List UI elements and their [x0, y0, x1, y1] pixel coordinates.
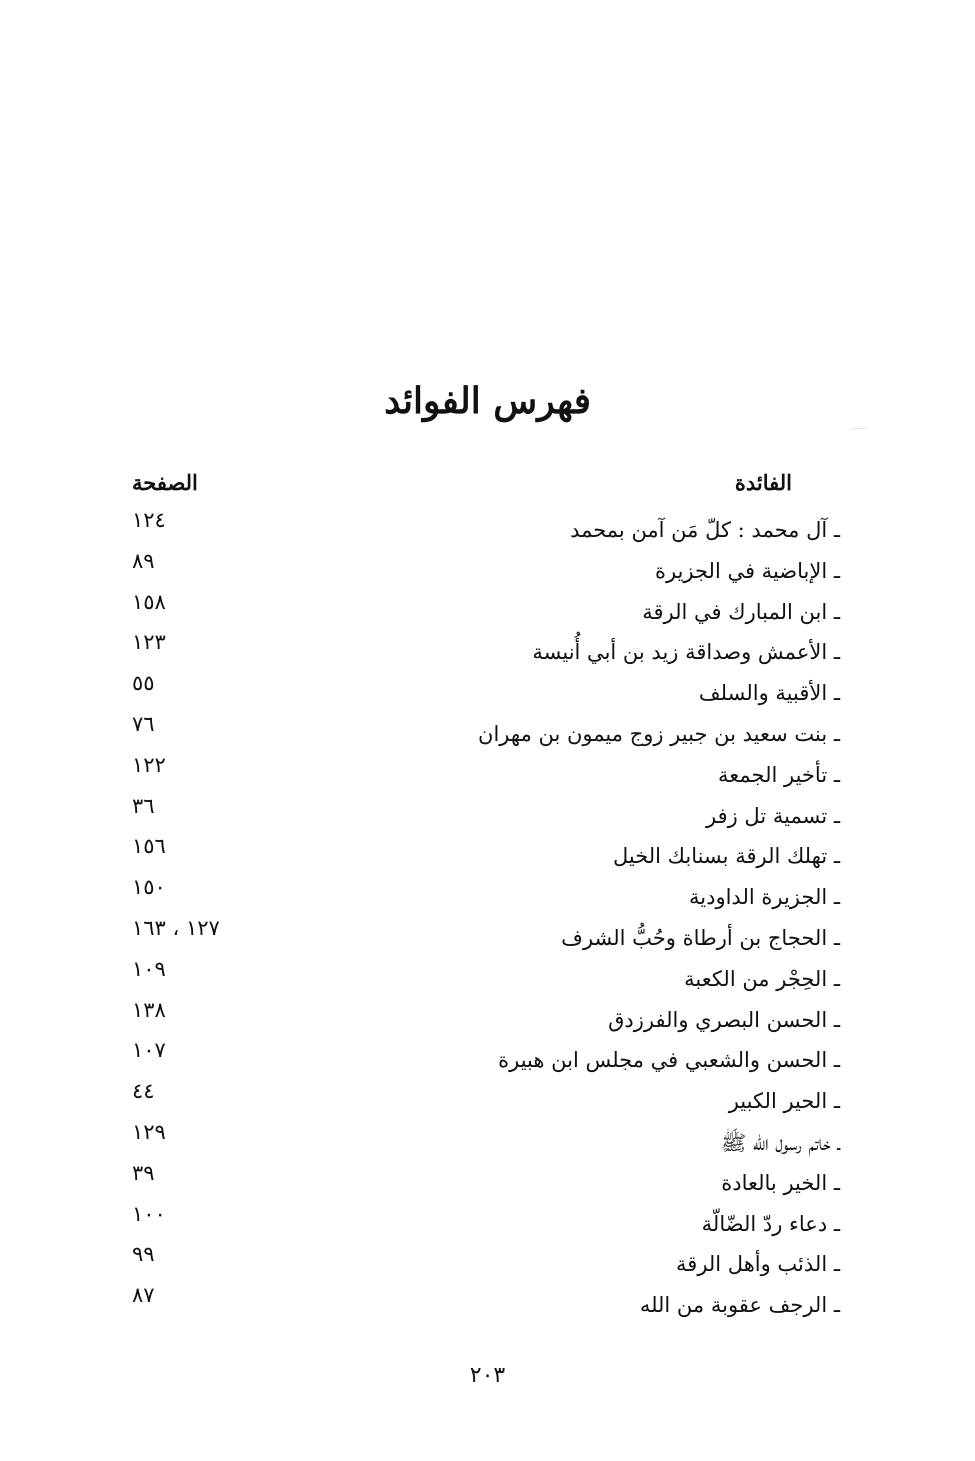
index-row	[130, 916, 840, 957]
index-entry: ـ تهلك الرقة بسنابك الخيل	[612, 844, 840, 869]
page-ref: ١٢٩	[132, 1119, 166, 1144]
page-ref: ١٢٢	[132, 752, 166, 777]
index-row	[130, 1242, 840, 1283]
page-ref: ٧٦	[132, 711, 155, 736]
index-row	[130, 834, 840, 875]
divider	[852, 428, 866, 429]
page-ref: ٤٤	[132, 1079, 155, 1104]
index-entry: ـ الذئب وأهل الرقة	[676, 1252, 840, 1277]
index-row	[130, 875, 840, 916]
index-row	[130, 1283, 840, 1324]
index-row	[130, 794, 840, 835]
page-ref: ٥٥	[132, 671, 155, 696]
index-row	[130, 549, 840, 590]
index-entry: ـ الحسن البصري والفرزدق	[608, 1007, 840, 1032]
index-entry: ـ الرجف عقوبة من الله	[639, 1293, 840, 1318]
page-ref: ٨٩	[132, 548, 155, 573]
index-row	[130, 1079, 840, 1120]
page-ref: ٣٦	[132, 793, 155, 818]
page-ref: ١٠٧	[132, 1038, 166, 1063]
page-ref: ١٢٣	[132, 630, 166, 655]
index-row	[130, 753, 840, 794]
index-entry: ـ الخير بالعادة	[721, 1170, 840, 1195]
index-row	[130, 630, 840, 671]
index-row	[130, 1120, 840, 1161]
index-list	[130, 508, 840, 1324]
index-entry: ـ ابن المبارك في الرقة	[642, 599, 840, 624]
index-entry: ـ آل محمد : كلّ مَن آمن بمحمد	[570, 518, 840, 542]
index-entry: ـ الأعمش وصداقة زيد بن أبي أُنيسة	[532, 640, 840, 665]
page-ref: ٨٧	[132, 1283, 155, 1308]
page-ref: ١٠٠	[132, 1201, 166, 1226]
index-row	[130, 1038, 840, 1079]
index-row	[130, 957, 840, 998]
index-entry: ـ الحسن والشعبي في مجلس ابن هبيرة	[498, 1048, 840, 1073]
page-ref: ١٣٨	[132, 997, 166, 1022]
index-entry: ـ تأخير الجمعة	[718, 762, 840, 787]
index-entry: ـ الحِجْر من الكعبة	[684, 966, 840, 991]
index-entry: ـ دعاء ردّ الضّالّة	[701, 1211, 840, 1236]
index-row	[130, 1161, 840, 1202]
page-ref: ١٢٤	[132, 508, 166, 532]
index-row	[130, 508, 840, 549]
index-entry: ـ تسمية تل زفر	[705, 803, 840, 828]
index-entry: ـ الجزيرة الداودية	[689, 885, 840, 910]
page-ref: ١٥٠	[132, 875, 166, 900]
page-number: ٢٠٣	[469, 1363, 506, 1388]
page-ref: ١٢٧ ، ١٦٣	[132, 915, 220, 940]
index-row	[130, 998, 840, 1039]
page-title: فهرس الفوائد	[384, 380, 591, 422]
index-row	[130, 590, 840, 631]
index-entry: ـ بنت سعيد بن جبير زوج ميمون بن مهران	[478, 721, 840, 746]
page-ref: ١٠٩	[132, 956, 166, 981]
index-row	[130, 671, 840, 712]
index-row	[130, 712, 840, 753]
page-ref: ٣٩	[132, 1160, 155, 1185]
page-ref: ١٥٨	[132, 589, 166, 614]
index-entry: ـ الأقبية والسلف	[698, 681, 840, 706]
column-header-page: الصفحة	[132, 470, 198, 495]
index-entry: ـ الحجاج بن أرطاة وحُبُّ الشرف	[561, 925, 840, 950]
index-entry: ـ الحير الكبير	[728, 1089, 840, 1114]
index-row	[130, 1202, 840, 1243]
index-entry: ـ الإباضية في الجزيرة	[654, 558, 840, 583]
page-ref: ١٥٦	[132, 834, 166, 859]
index-entry: ـ خاتم رسول الله ﷺ	[720, 1130, 840, 1155]
page-ref: ٩٩	[132, 1242, 155, 1267]
column-header-fawaid: الفائدة	[734, 470, 792, 495]
